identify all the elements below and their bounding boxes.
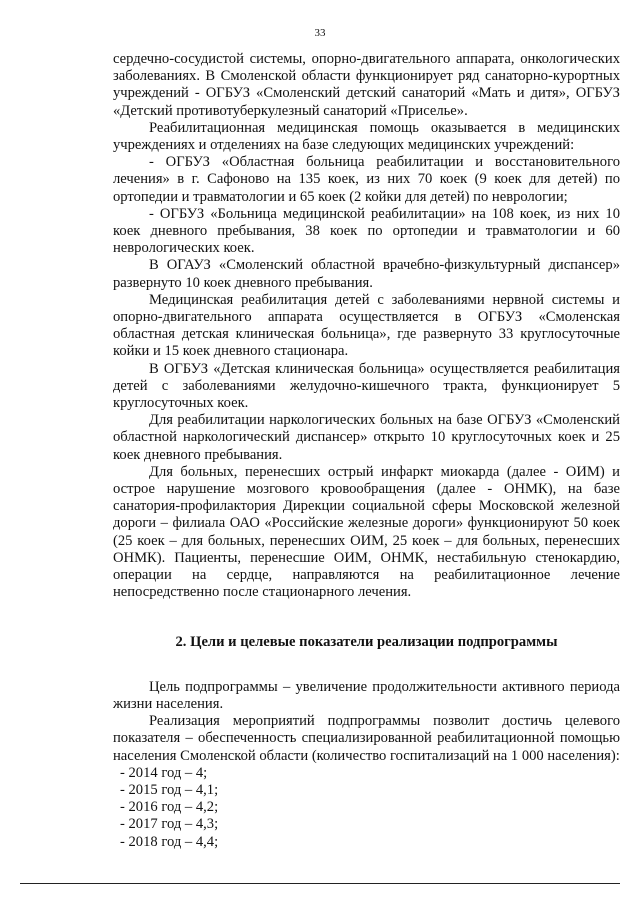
paragraph-target-indicator: Реализация мероприятий подпрограммы позволит достичь целевого показателя – обеспеченность специализированной реабилитационной помощью населения Смоленской области (количество госпитализаций на 1 000 населения): bbox=[113, 713, 620, 764]
paragraph-narcology: Для реабилитации наркологических больных на базе ОГБУЗ «Смоленский областной наркологический диспансер» открыто 10 круглосуточных коек и 25 коек дневного пребывания. bbox=[113, 412, 620, 463]
paragraph-sports-dispensary: В ОГАУЗ «Смоленский областной врачебно-физкультурный диспансер» развернуто 10 коек дневного пребывания. bbox=[113, 257, 620, 291]
page-bottom-rule bbox=[20, 883, 620, 884]
document-body bbox=[113, 51, 620, 851]
paragraph-children-clinic: В ОГБУЗ «Детская клиническая больница» осуществляется реабилитация детей с заболеваниями желудочно-кишечного тракта, функционирует 5 круглосуточных коек. bbox=[113, 360, 620, 412]
paragraph-continuation: сердечно-сосудистой системы, опорно-двигательного аппарата, онкологических заболеваниях. В Смоленской области функционирует ряд санаторно-курортных учреждений - ОГБУЗ «Смоленский детский санаторий «Мать и дитя», ОГБУЗ «Детский противотуберкулезный санаторий «Приселье». bbox=[113, 51, 620, 119]
paragraph-rehab-intro: Реабилитационная медицинская помощь оказывается в медицинских учреждениях и отделениях на базе следующих медицинских учреждений: bbox=[113, 119, 620, 154]
target-2017: - 2017 год – 4,3; bbox=[120, 816, 219, 833]
section-heading: 2. Цели и целевые показатели реализации подпрограммы bbox=[175, 633, 558, 650]
target-2016: - 2016 год – 4,2; bbox=[120, 799, 219, 816]
paragraph-goal: Цель подпрограммы – увеличение продолжительности активного периода жизни населения. bbox=[113, 678, 620, 712]
paragraph-safonovo-hospital: - ОГБУЗ «Областная больница реабилитации и восстановительного лечения» в г. Сафоново на 135 коек, из них 70 коек (9 коек для детей) по ортопедии и травматологии и 65 коек (2 койки для детей) по неврологии; bbox=[113, 154, 620, 205]
page-number: 33 bbox=[314, 27, 326, 39]
target-2015: - 2015 год – 4,1; bbox=[120, 781, 219, 798]
target-2014: - 2014 год – 4; bbox=[120, 764, 208, 781]
paragraph-rehab-hospital: - ОГБУЗ «Больница медицинской реабилитации» на 108 коек, из них 10 коек дневного пребывания, 38 коек по ортопедии и травматологии и 60 неврологических коек. bbox=[113, 205, 620, 257]
paragraph-children-neuro: Медицинская реабилитация детей с заболеваниями нервной системы и опорно-двигательного аппарата осуществляется в ОГБУЗ «Смоленская областная детская клиническая больница», где развернуто 33 круглосуточные койки и 15 коек дневного стационара. bbox=[113, 291, 620, 360]
paragraph-cardio-stroke: Для больных, перенесших острый инфаркт миокарда (далее - ОИМ) и острое нарушение мозгового кровообращения (далее - ОНМК), на базе санатория-профилактория Дирекции социальной сферы Московской железной дороги – филиала ОАО «Российские железные дороги» функционируют 50 коек (25 коек – для больных, перенесших ОИМ, 25 коек – для больных, перенесших ОНМК). Пациенты, перенесшие ОИМ, ОНМК, нестабильную стенокардию, операции на сердце, направляются на реабилитационное лечение непосредственно после стационарного лечения. bbox=[113, 463, 620, 601]
target-2018: - 2018 год – 4,4; bbox=[120, 833, 219, 850]
